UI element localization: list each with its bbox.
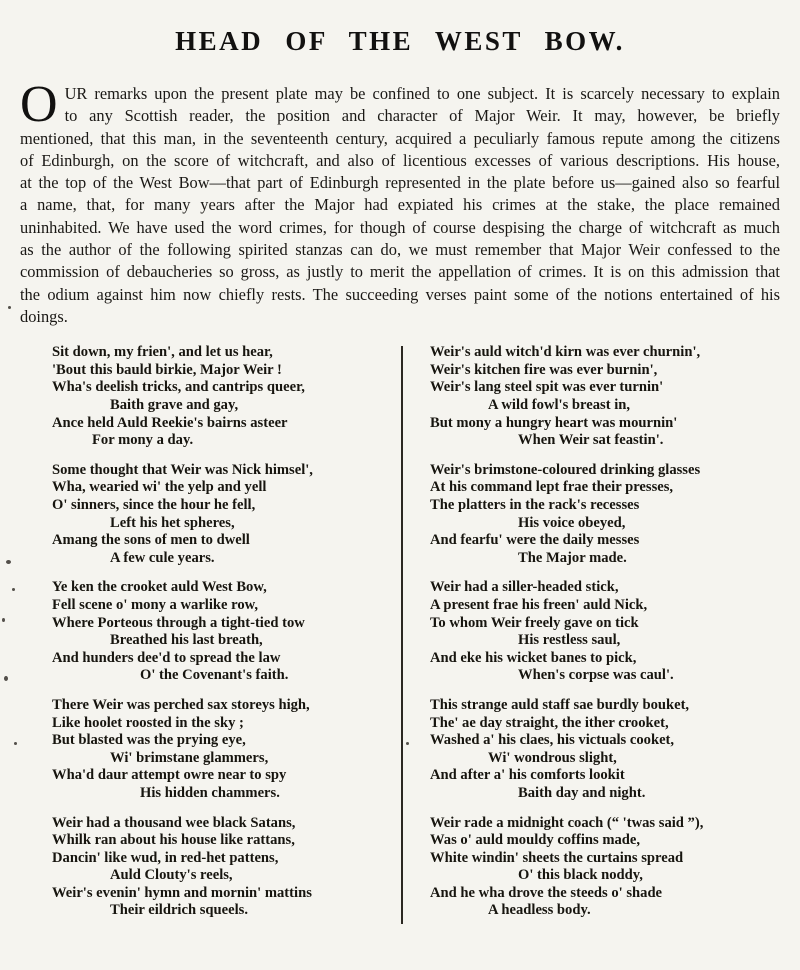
verse-line: O' this black noddy, — [518, 867, 643, 884]
verse-line: Wha's deelish tricks, and cantrips queer, — [52, 379, 305, 396]
stanza — [52, 462, 386, 568]
verse-line: Wi' brimstane glammers, — [110, 749, 269, 766]
verse-line: This strange auld staff sae burdly bouket, — [430, 696, 690, 713]
verse-line: Where Porteous through a tight-tied tow — [52, 614, 305, 631]
drop-cap: O — [20, 76, 58, 133]
verse-line: A few cule years. — [110, 549, 215, 566]
stanza — [430, 462, 774, 568]
column-divider — [401, 346, 403, 924]
verse-line: And hunders dee'd to spread the law — [52, 649, 281, 666]
verse-line: The Major made. — [518, 549, 627, 566]
verse-line: But blasted was the prying eye, — [52, 732, 246, 749]
verse-line: Weir rade a midnight coach (“ 'twas said ”), — [430, 814, 704, 831]
verse-line: His restless saul, — [518, 632, 621, 649]
verse-line: And he wha drove the steeds o' shade — [430, 884, 663, 901]
scan-speckle — [4, 676, 8, 681]
verse-line: Weir had a siller-headed stick, — [430, 579, 619, 596]
verse-line: Some thought that Weir was Nick himsel', — [52, 461, 313, 478]
scan-speckle — [406, 742, 409, 745]
verse-line: Ye ken the crooket auld West Bow, — [52, 579, 267, 596]
verse-line: Auld Clouty's reels, — [110, 867, 233, 884]
verse-line: Wha'd daur attempt owre near to spy — [52, 767, 287, 784]
intro-text: UR remarks upon the present plate may be confined to one subject. It is scarcely necessary to explain to any Scottish reader, the position and character of Major Weir. It may, however, be briefly mentioned, that this man, in the seventeenth century, acquired a peculiarly famous repute among the citizens of Edinburgh, on the score of witchcraft, and also of licentious excesses of various descriptions. His house, at the top of the West Bow—that part of Edinburgh represented in the plate before us—gained also so fearful a name, that, for many years after the Major had expiated his crimes at the stake, the place remained uninhabited. We have used the word crimes, for though of course despising the charge of witchcraft as much as the author of the following spirited stanzas can do, we must remember that Major Weir confessed to the commission of debaucheries so gross, as justly to merit the appellation of crimes. It is on this admission that the odium against him now chiefly rests. The succeeding verses paint some of the notions entertained of his doings. — [20, 84, 780, 326]
verse-line: Weir had a thousand wee black Satans, — [52, 814, 296, 831]
verse-line: Washed a' his claes, his victuals cooket, — [430, 732, 675, 749]
verse-line: Left his het spheres, — [110, 514, 235, 531]
verse-line: Wha, wearied wi' the yelp and yell — [52, 479, 267, 496]
scan-speckle — [6, 560, 11, 564]
verse-line: Weir's brimstone-coloured drinking glasses — [430, 461, 701, 478]
verse-line: To whom Weir freely gave on tick — [430, 614, 639, 631]
verse-line: Was o' auld mouldy coffins made, — [430, 832, 641, 849]
verse-line: Weir's evenin' hymn and mornin' mattins — [52, 884, 312, 901]
verse-line: His voice obeyed, — [518, 514, 626, 531]
verse-line: A headless body. — [488, 902, 591, 919]
verse-line: O' the Covenant's faith. — [140, 667, 289, 684]
stanza — [52, 697, 386, 803]
verse-line: 'Bout this bauld birkie, Major Weir ! — [52, 361, 282, 378]
verse-line: Breathed his last breath, — [110, 632, 263, 649]
verse-line: The platters in the rack's recesses — [430, 497, 640, 514]
poem-column-right — [400, 344, 780, 932]
stanza — [430, 697, 774, 803]
verse-line: Their eildrich squeels. — [110, 902, 248, 919]
stanza — [52, 815, 386, 921]
stanza — [430, 344, 774, 450]
verse-line: And after a' his comforts lookit — [430, 767, 625, 784]
scan-speckle — [2, 618, 5, 622]
verse-line: Sit down, my frien', and let us hear, — [52, 344, 273, 361]
poem-section — [20, 344, 780, 932]
scan-speckle — [8, 306, 11, 309]
verse-line: For mony a day. — [92, 432, 194, 449]
scan-speckle — [12, 588, 15, 591]
verse-line: Wi' wondrous slight, — [488, 749, 617, 766]
verse-line: Baith day and night. — [518, 784, 646, 801]
verse-line: Amang the sons of men to dwell — [52, 532, 250, 549]
poem-column-left — [20, 344, 400, 932]
stanza — [430, 579, 774, 685]
verse-line: The' ae day straight, the ither crooket, — [430, 714, 669, 731]
verse-line: And fearfu' were the daily messes — [430, 532, 640, 549]
verse-line: And eke his wicket banes to pick, — [430, 649, 637, 666]
verse-line: Ance held Auld Reekie's bairns asteer — [52, 414, 288, 431]
verse-line: Fell scene o' mony a warlike row, — [52, 596, 259, 613]
verse-line: Weir's lang steel spit was ever turnin' — [430, 379, 664, 396]
stanza — [52, 344, 386, 450]
verse-line: But mony a hungry heart was mournin' — [430, 414, 678, 431]
page-title: HEAD OF THE WEST BOW. — [175, 26, 625, 56]
verse-line: Dancin' like wud, in red-het pattens, — [52, 849, 279, 866]
verse-line: When Weir sat feastin'. — [518, 432, 664, 449]
verse-line: A present frae his freen' auld Nick, — [430, 596, 648, 613]
scan-speckle — [14, 742, 17, 745]
verse-line: Like hoolet roosted in the sky ; — [52, 714, 244, 731]
verse-line: His hidden chammers. — [140, 784, 280, 801]
verse-line: There Weir was perched sax storeys high, — [52, 696, 310, 713]
verse-line: Weir's kitchen fire was ever burnin', — [430, 361, 658, 378]
verse-line: At his command lept frae their presses, — [430, 479, 674, 496]
verse-line: O' sinners, since the hour he fell, — [52, 497, 256, 514]
verse-line: Weir's auld witch'd kirn was ever churnin', — [430, 344, 701, 361]
verse-line: Baith grave and gay, — [110, 397, 239, 414]
stanza — [52, 579, 386, 685]
verse-line: Whilk ran about his house like rattans, — [52, 832, 295, 849]
verse-line: A wild fowl's breast in, — [488, 397, 631, 414]
verse-line: When's corpse was caul'. — [518, 667, 674, 684]
intro-paragraph — [20, 76, 780, 328]
verse-line: White windin' sheets the curtains spread — [430, 849, 684, 866]
stanza — [430, 815, 774, 921]
